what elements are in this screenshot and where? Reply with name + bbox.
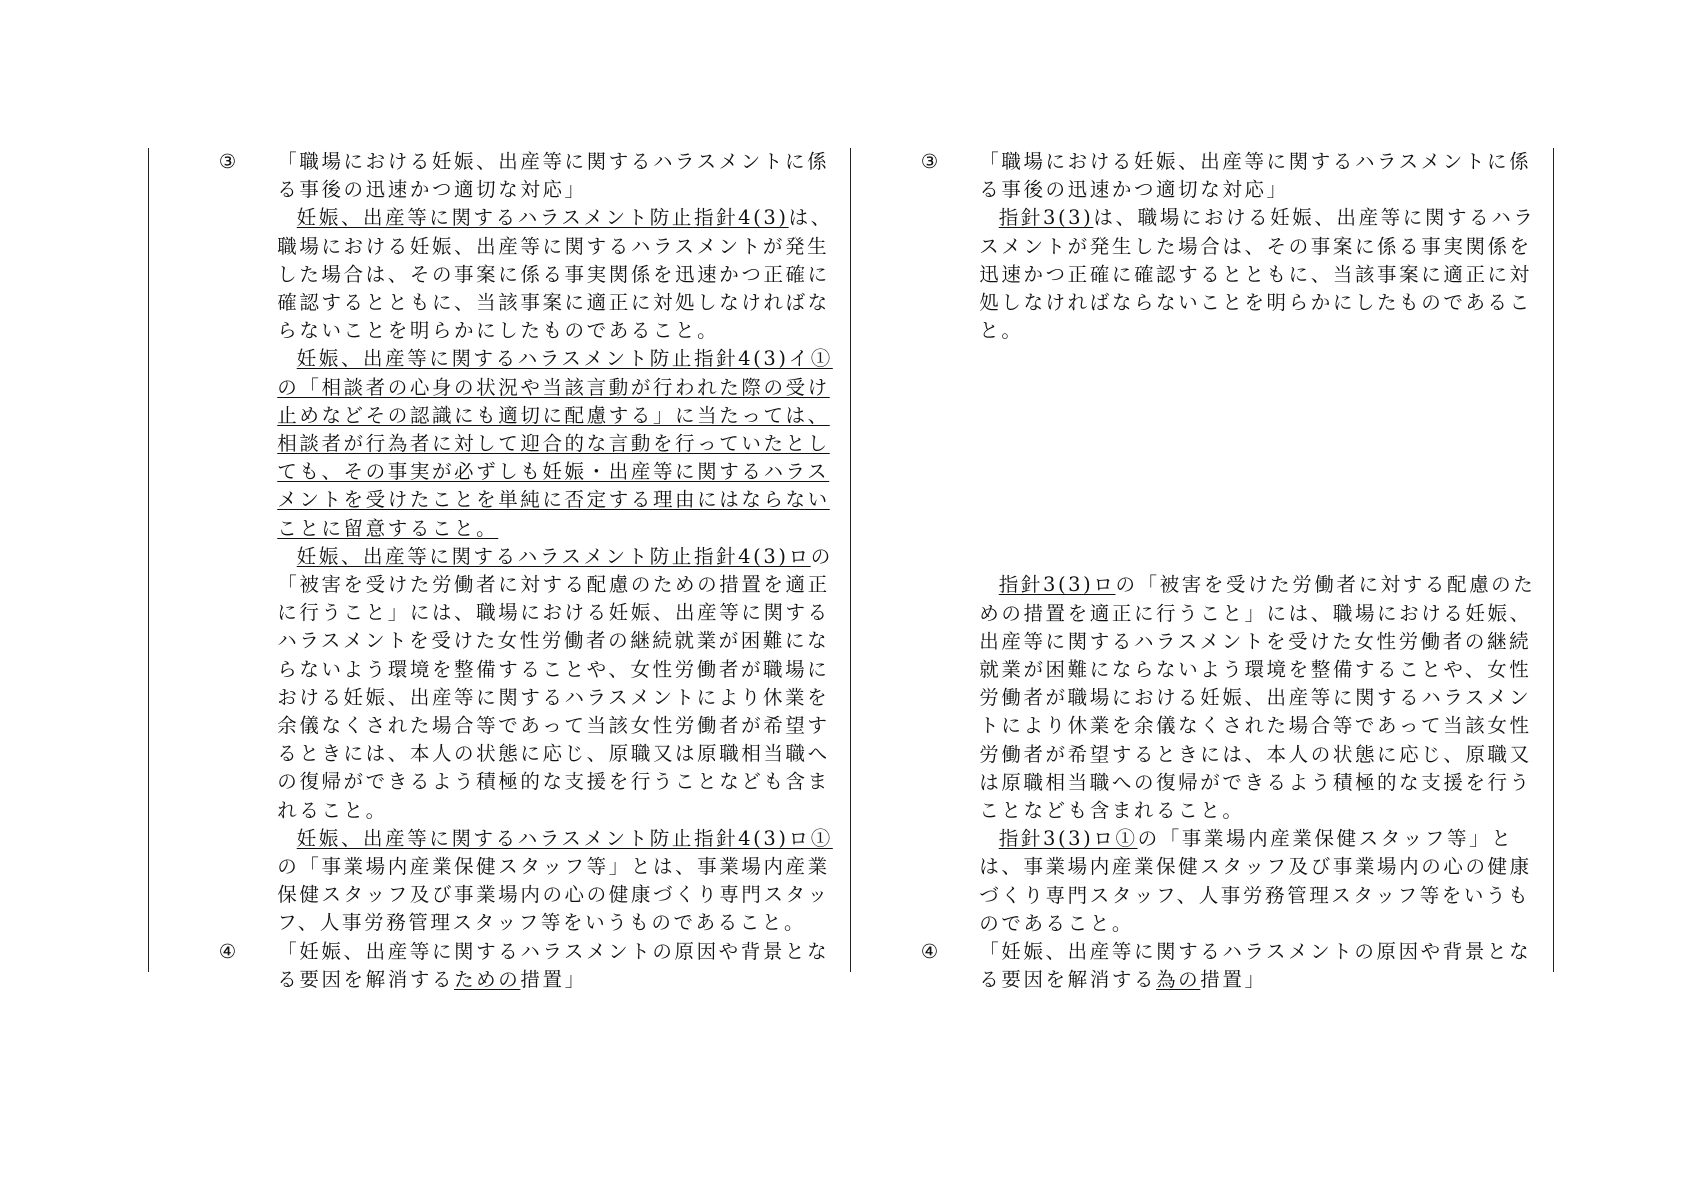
left-paragraph-4 [248, 825, 838, 938]
left-p4-text: の「事業場内産業保健スタッフ等」とは、事業場内産業保健スタッフ及び事業場内の心の健康づくり専門スタッフ、人事労務管理スタッフ等をいうものであること。 [277, 855, 830, 935]
left-p4-reference: 妊娠、出産等に関するハラスメント防止指針4(3)ロ① [296, 826, 833, 850]
right-paragraph-1 [950, 204, 1540, 345]
right-p4-reference: 指針3(3)ロ① [998, 827, 1138, 851]
left-p3-reference: 妊娠、出産等に関するハラスメント防止指針4(3)ロ [296, 544, 811, 568]
right-blank-space [950, 345, 1540, 571]
right-p1-reference: 指針3(3) [998, 206, 1094, 230]
right-p3-text: の「被害を受けた労働者に対する配慮のための措置を適正に行うこと」には、職場における妊娠、出産等に関するハラスメントを受けた女性労働者の継続就業が困難にならないよう環境を整備することや、女性労働者が職場における妊娠、出産等に関するハラスメントにより休業を余儀なくされた場合等であって当該女性労働者が希望するときには、本人の状態に応じ、原職又は原職相当職への復帰ができるよう積極的な支援を行うことなども含まれること。 [979, 573, 1536, 823]
left-p1-text: は、職場における妊娠、出産等に関するハラスメントが発生した場合は、その事案に係る事実関係を迅速かつ正確に確認するとともに、当該事案に適正に対処しなければならないことを明らかにしたものであること。 [277, 206, 833, 343]
right-heading-4-text-b: 措置」 [1200, 968, 1267, 992]
right-heading-4 [920, 938, 1540, 994]
left-column [218, 148, 838, 994]
left-heading-3-number: ③ [218, 150, 239, 173]
left-p3-text: の「被害を受けた労働者に対する配慮のための措置を適正に行うこと」には、職場における妊娠、出産等に関するハラスメントを受けた女性労働者の継続就業が困難にならないよう環境を整備することや、女性労働者が職場における妊娠、出産等に関するハラスメントにより休業を余儀なくされた場合等であって当該女性労働者が希望するときには、本人の状態に応じ、原職又は原職相当職への復帰ができるよう積極的な支援を行うことなども含まれること。 [277, 544, 833, 822]
left-outer-rule [148, 148, 149, 972]
right-p1-text: は、職場における妊娠、出産等に関するハラスメントが発生した場合は、その事案に係る事実関係を迅速かつ正確に確認するとともに、当該事案に適正に対処しなければならないことを明らかにしたものであること。 [979, 206, 1536, 343]
right-heading-4-text-a: 「妊娠、出産等に関するハラスメントの原因や背景となる要因を解消する [979, 940, 1532, 992]
left-heading-4-text-b: 措置」 [520, 967, 587, 991]
left-inner-rule [850, 148, 851, 972]
left-p2-text: 妊娠、出産等に関するハラスメント防止指針4(3)イ①の「相談者の心身の状況や当該言動が行われた際の受け止めなどその認識にも適切に配慮する」に当たっては、相談者が行為者に対して迎合的な言動を行っていたとしても、その事実が必ずしも妊娠・出産等に関するハラスメントを受けたことを単純に否定する理由にはならないことに留意すること。 [277, 347, 833, 540]
right-paragraph-3 [950, 571, 1540, 825]
right-heading-4-underlined: 為の [1156, 968, 1201, 992]
left-heading-4-text-a: 「妊娠、出産等に関するハラスメントの原因や背景となる要因を解消する [277, 939, 830, 991]
right-heading-4-number: ④ [920, 940, 941, 964]
left-paragraph-2 [248, 345, 838, 542]
left-paragraph-1 [248, 204, 838, 345]
left-heading-3-text: 「職場における妊娠、出産等に関するハラスメントに係る事後の迅速かつ適切な対応」 [277, 150, 830, 202]
right-paragraph-4 [950, 825, 1540, 938]
left-heading-3 [218, 148, 838, 204]
right-heading-3-text: 「職場における妊娠、出産等に関するハラスメントに係る事後の迅速かつ適切な対応」 [979, 150, 1532, 202]
right-heading-3-number: ③ [920, 150, 941, 173]
left-heading-4-underlined: ための [454, 967, 521, 991]
right-column [920, 148, 1540, 994]
right-heading-3 [920, 148, 1540, 204]
left-heading-4-number: ④ [218, 939, 239, 963]
right-rule [1553, 148, 1554, 972]
left-heading-4 [218, 938, 838, 994]
left-p1-reference: 妊娠、出産等に関するハラスメント防止指針4(3) [296, 206, 789, 230]
left-paragraph-3 [248, 543, 838, 825]
right-p3-reference: 指針3(3)ロ [998, 573, 1116, 597]
right-p4-text: の「事業場内産業保健スタッフ等」とは、事業場内産業保健スタッフ及び事業場内の心の健康づくり専門スタッフ、人事労務管理スタッフ等をいうものであること。 [979, 827, 1532, 935]
